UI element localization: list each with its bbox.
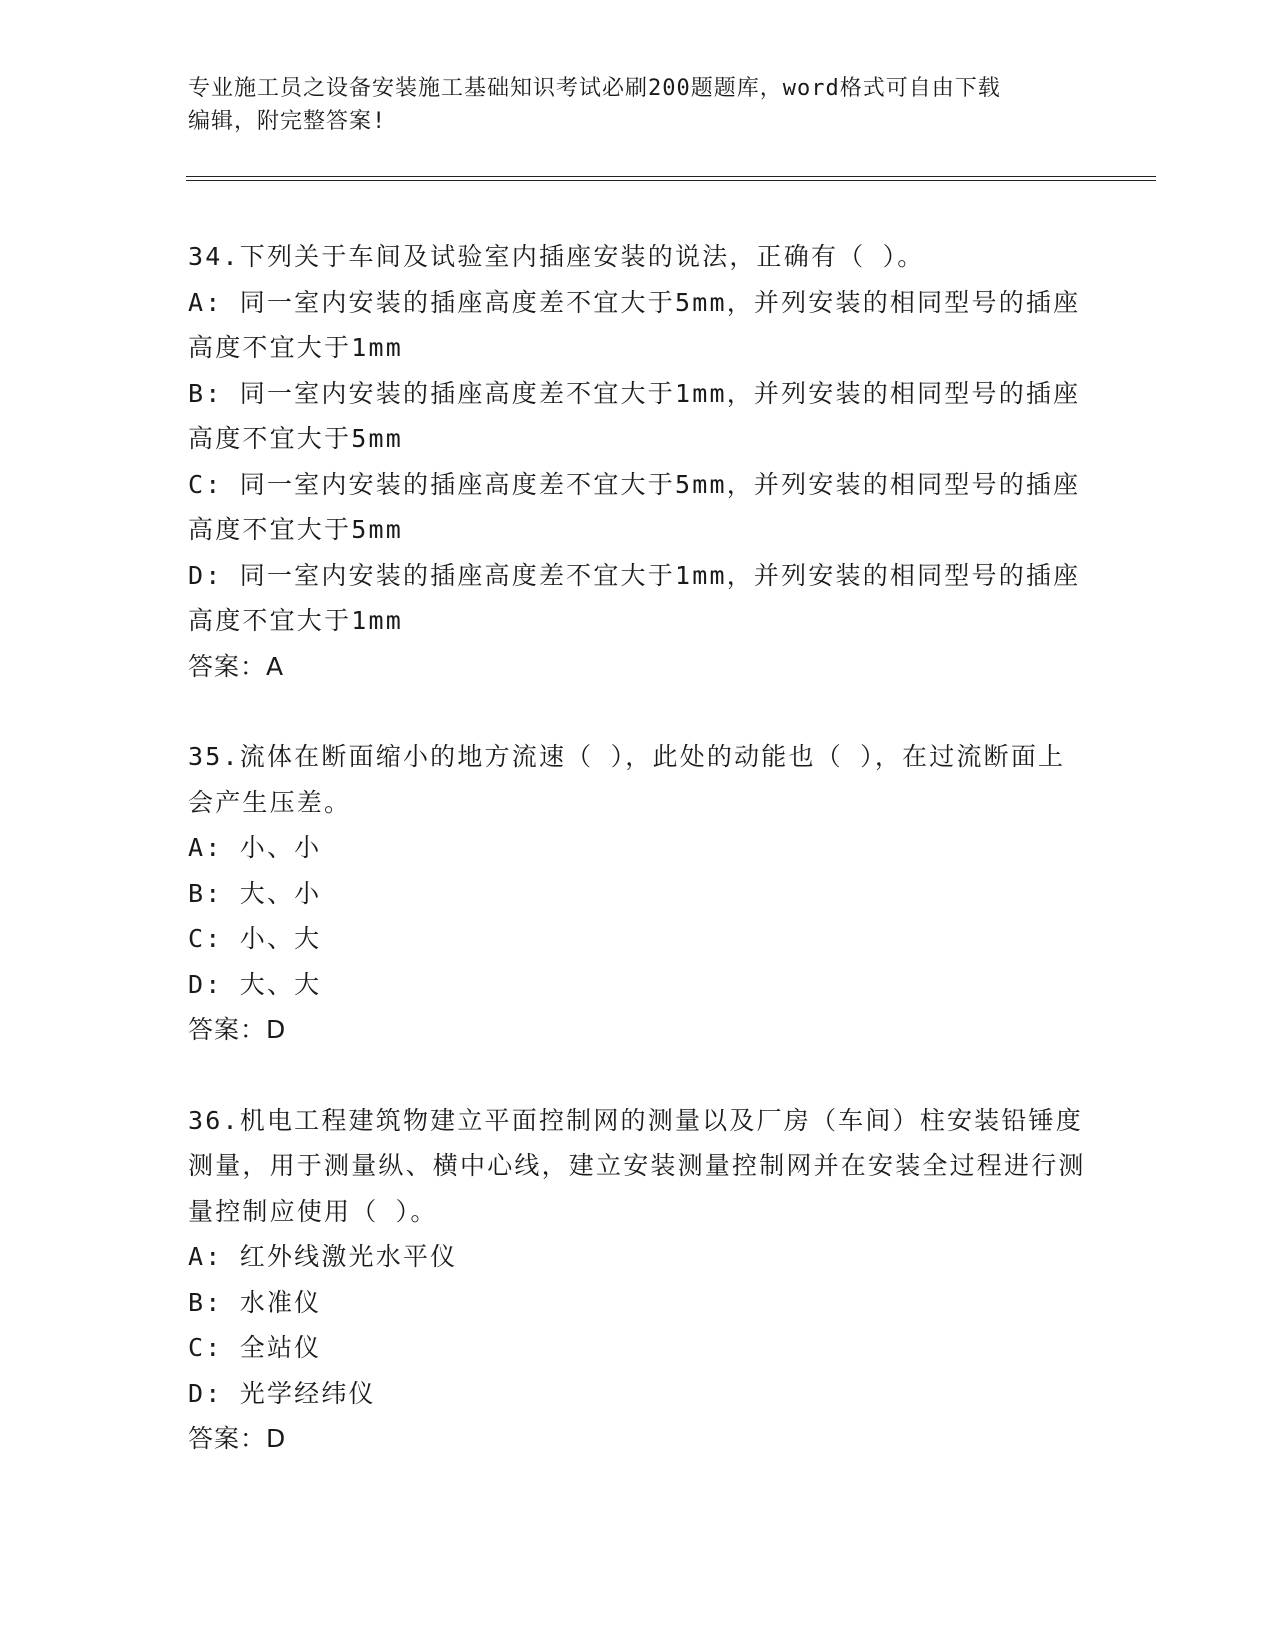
- question-list: [188, 234, 1088, 1507]
- question-35: [188, 734, 1088, 1053]
- option-d: D: 光学经纬仪: [188, 1378, 376, 1408]
- answer: 答案：A: [188, 651, 285, 681]
- option-a: A: 小、小: [188, 833, 322, 862]
- question-stem: 35.流体在断面缩小的地方流速（ ），此处的动能也（ ），在过流断面上会产生压差。: [188, 742, 1066, 817]
- option-c: C: 同一室内安装的插座高度差不宜大于5mm，并列安装的相同型号的插座高度不宜大于5mm: [188, 469, 1081, 544]
- option-b: B: 水准仪: [188, 1287, 322, 1317]
- option-d: D: 大、大: [188, 969, 322, 999]
- option-c: C: 小、大: [188, 924, 322, 953]
- option-d: D: 同一室内安装的插座高度差不宜大于1mm，并列安装的相同型号的插座高度不宜大于1mm: [188, 560, 1081, 635]
- question-stem: 36.机电工程建筑物建立平面控制网的测量以及厂房（车间）柱安装铅锤度测量，用于测量纵、横中心线，建立安装测量控制网并在安装全过程进行测量控制应使用（ ）。: [188, 1105, 1086, 1226]
- document-header: [188, 72, 1068, 138]
- header-line-1: 专业施工员之设备安装施工基础知识考试必刷200题题库，word格式可自由下载: [188, 76, 1001, 101]
- option-a: A: 红外线激光水平仪: [188, 1242, 458, 1271]
- header-line-2: 编辑，附完整答案!: [188, 109, 387, 134]
- header-double-rule: [186, 176, 1156, 181]
- answer: 答案：D: [188, 1015, 287, 1044]
- option-c: C: 全站仪: [188, 1333, 322, 1362]
- option-a: A: 同一室内安装的插座高度差不宜大于5mm，并列安装的相同型号的插座高度不宜大于1mm: [188, 287, 1081, 362]
- option-b: B: 同一室内安装的插座高度差不宜大于1mm，并列安装的相同型号的插座高度不宜大于5mm: [188, 378, 1081, 453]
- question-36: [188, 1098, 1088, 1462]
- question-34: [188, 234, 1088, 689]
- question-stem: 34.下列关于车间及试验室内插座安装的说法，正确有（ ）。: [188, 242, 925, 271]
- option-b: B: 大、小: [188, 878, 322, 908]
- answer: 答案：D: [188, 1424, 287, 1453]
